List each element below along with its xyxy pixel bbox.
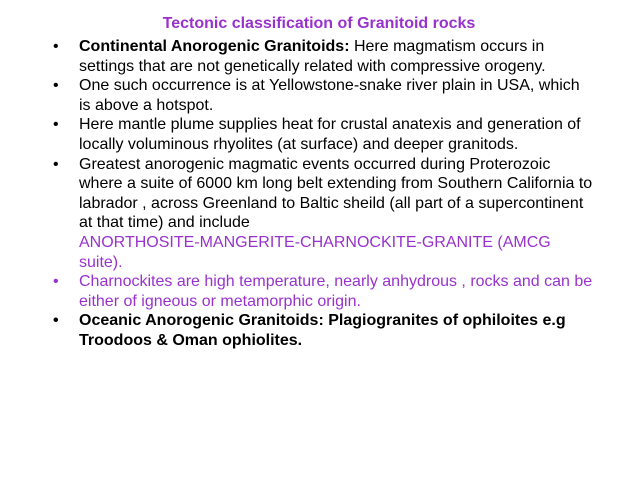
bullet-item <box>53 272 593 311</box>
bullet-text: Charnockites are high temperature, nearly anhydrous , rocks and can be either of igneous or metamorphic origin. <box>79 273 593 310</box>
bullet-item <box>53 76 593 115</box>
bullet-lead: Continental Anorogenic Granitoids: <box>79 38 350 55</box>
bullet-dot: • <box>53 116 59 134</box>
bullet-highlight: ANORTHOSITE-MANGERITE-CHARNOCKITE-GRANITE (AMCG suite). <box>79 233 551 271</box>
slide-title: Tectonic classification of Granitoid rocks <box>162 15 476 32</box>
bullet-text: Here magmatism occurs in settings that are not genetically related with compressive orogeny. <box>79 38 546 75</box>
bullet-item <box>53 311 593 350</box>
bullet-dot: • <box>53 312 59 330</box>
bullet-text: Greatest anorogenic magmatic events occurred during Proterozoic where a suite of 6000 km long belt extending from Southern California to labrador , across Greenland to Baltic sheild (all part of a supercontinent at that time) and include <box>79 155 593 232</box>
bullet-item <box>53 155 593 273</box>
bullet-text: Here mantle plume supplies heat for crustal anatexis and generation of locally voluminous rhyolites (at surface) and deeper granitods. <box>79 116 581 153</box>
bullet-list <box>53 37 593 351</box>
bullet-item <box>53 37 593 76</box>
bullet-dot: • <box>53 273 59 291</box>
bullet-dot: • <box>53 77 59 95</box>
bullet-text: Oceanic Anorogenic Granitoids: Plagiogranites of ophiloites e.g Troodoos & Oman ophiolites. <box>79 312 566 349</box>
bullet-text: One such occurrence is at Yellowstone-snake river plain in USA, which is above a hotspot. <box>79 77 580 114</box>
bullet-dot: • <box>53 38 59 55</box>
bullet-dot: • <box>53 155 59 173</box>
bullet-item <box>53 115 593 154</box>
